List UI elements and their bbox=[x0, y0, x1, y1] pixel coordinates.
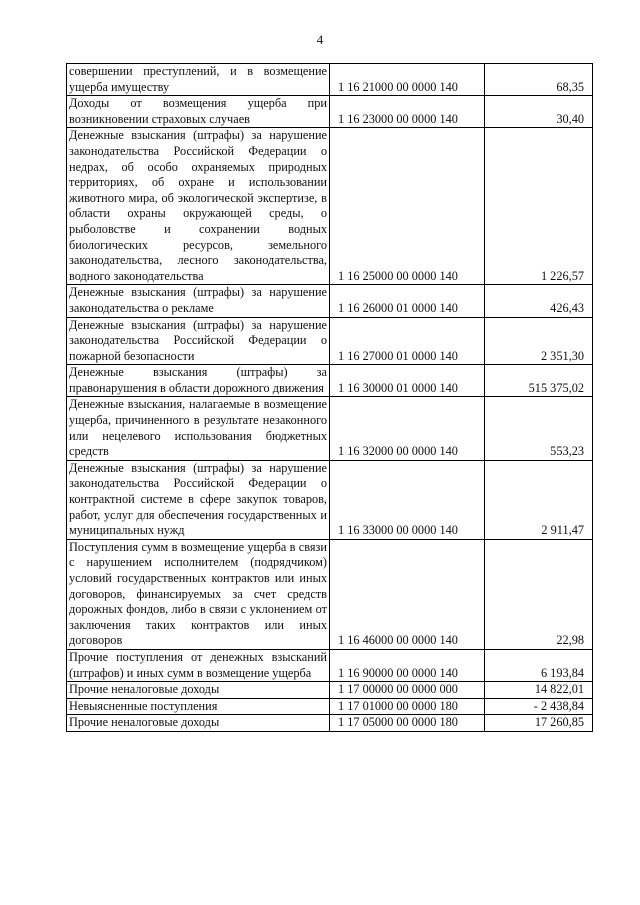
budget-code-cell: 1 16 32000 00 0000 140 bbox=[330, 397, 485, 460]
revenue-name-cell: Денежные взыскания, налагаемые в возмещение ущерба, причиненного в результате незаконного или нецелевого использования бюджетных средств bbox=[67, 397, 330, 460]
table-row bbox=[67, 539, 593, 649]
table-row bbox=[67, 285, 593, 317]
table-row bbox=[67, 682, 593, 699]
revenue-name-cell: Денежные взыскания (штрафы) за нарушение законодательства Российской Федерации о недрах, об особо охраняемых природных территориях, об охране и использовании животного мира, об экологической экспертизе, в области охраны окружающей среды, о рыболовстве и сохранении водных биологических ресурсов, земельного законодательства, лесного законодательства, водного законодательства bbox=[67, 128, 330, 285]
amount-cell: 553,23 bbox=[485, 397, 593, 460]
revenue-table-body bbox=[67, 64, 593, 732]
revenue-name-cell: Невыясненные поступления bbox=[67, 698, 330, 715]
budget-code-cell: 1 16 21000 00 0000 140 bbox=[330, 64, 485, 96]
amount-cell: 30,40 bbox=[485, 96, 593, 128]
revenue-name-cell: Поступления сумм в возмещение ущерба в связи с нарушением исполнителем (подрядчиком) условий государственных контрактов или иных договоров, финансируемых за счет средств дорожных фондов, либо в связи с уклонением от заключения таких контрактов или иных договоров bbox=[67, 539, 330, 649]
table-row bbox=[67, 715, 593, 732]
budget-code-cell: 1 16 26000 01 0000 140 bbox=[330, 285, 485, 317]
budget-code-cell: 1 16 33000 00 0000 140 bbox=[330, 460, 485, 539]
revenue-name-cell: Прочие неналоговые доходы bbox=[67, 715, 330, 732]
amount-cell: 426,43 bbox=[485, 285, 593, 317]
revenue-name-cell: Денежные взыскания (штрафы) за правонарушения в области дорожного движения bbox=[67, 365, 330, 397]
budget-code-cell: 1 16 23000 00 0000 140 bbox=[330, 96, 485, 128]
budget-code-cell: 1 16 27000 01 0000 140 bbox=[330, 317, 485, 365]
budget-code-cell: 1 16 25000 00 0000 140 bbox=[330, 128, 485, 285]
table-row bbox=[67, 397, 593, 460]
budget-code-cell: 1 17 01000 00 0000 180 bbox=[330, 698, 485, 715]
revenue-name-cell: Прочие неналоговые доходы bbox=[67, 682, 330, 699]
revenue-table bbox=[66, 63, 593, 732]
budget-code-cell: 1 17 00000 00 0000 000 bbox=[330, 682, 485, 699]
page-number: 4 bbox=[316, 32, 324, 47]
amount-cell: 1 226,57 bbox=[485, 128, 593, 285]
amount-cell: - 2 438,84 bbox=[485, 698, 593, 715]
table-row bbox=[67, 96, 593, 128]
table-row bbox=[67, 64, 593, 96]
budget-code-cell: 1 17 05000 00 0000 180 bbox=[330, 715, 485, 732]
budget-code-cell: 1 16 46000 00 0000 140 bbox=[330, 539, 485, 649]
revenue-name-cell: Прочие поступления от денежных взысканий (штрафов) и иных сумм в возмещение ущерба bbox=[67, 649, 330, 681]
amount-cell: 515 375,02 bbox=[485, 365, 593, 397]
amount-cell: 22,98 bbox=[485, 539, 593, 649]
table-row bbox=[67, 649, 593, 681]
revenue-name-cell: совершении преступлений, и в возмещение ущерба имуществу bbox=[67, 64, 330, 96]
budget-code-cell: 1 16 30000 01 0000 140 bbox=[330, 365, 485, 397]
amount-cell: 6 193,84 bbox=[485, 649, 593, 681]
amount-cell: 68,35 bbox=[485, 64, 593, 96]
table-row bbox=[67, 365, 593, 397]
table-row bbox=[67, 698, 593, 715]
table-row bbox=[67, 460, 593, 539]
revenue-name-cell: Денежные взыскания (штрафы) за нарушение законодательства Российской Федерации о пожарной безопасности bbox=[67, 317, 330, 365]
amount-cell: 14 822,01 bbox=[485, 682, 593, 699]
revenue-name-cell: Денежные взыскания (штрафы) за нарушение законодательства о рекламе bbox=[67, 285, 330, 317]
revenue-name-cell: Денежные взыскания (штрафы) за нарушение законодательства Российской Федерации о контрактной системе в сфере закупок товаров, работ, услуг для обеспечения государственных и муниципальных нужд bbox=[67, 460, 330, 539]
table-row bbox=[67, 128, 593, 285]
revenue-name-cell: Доходы от возмещения ущерба при возникновении страховых случаев bbox=[67, 96, 330, 128]
amount-cell: 2 351,30 bbox=[485, 317, 593, 365]
amount-cell: 2 911,47 bbox=[485, 460, 593, 539]
budget-code-cell: 1 16 90000 00 0000 140 bbox=[330, 649, 485, 681]
amount-cell: 17 260,85 bbox=[485, 715, 593, 732]
table-row bbox=[67, 317, 593, 365]
